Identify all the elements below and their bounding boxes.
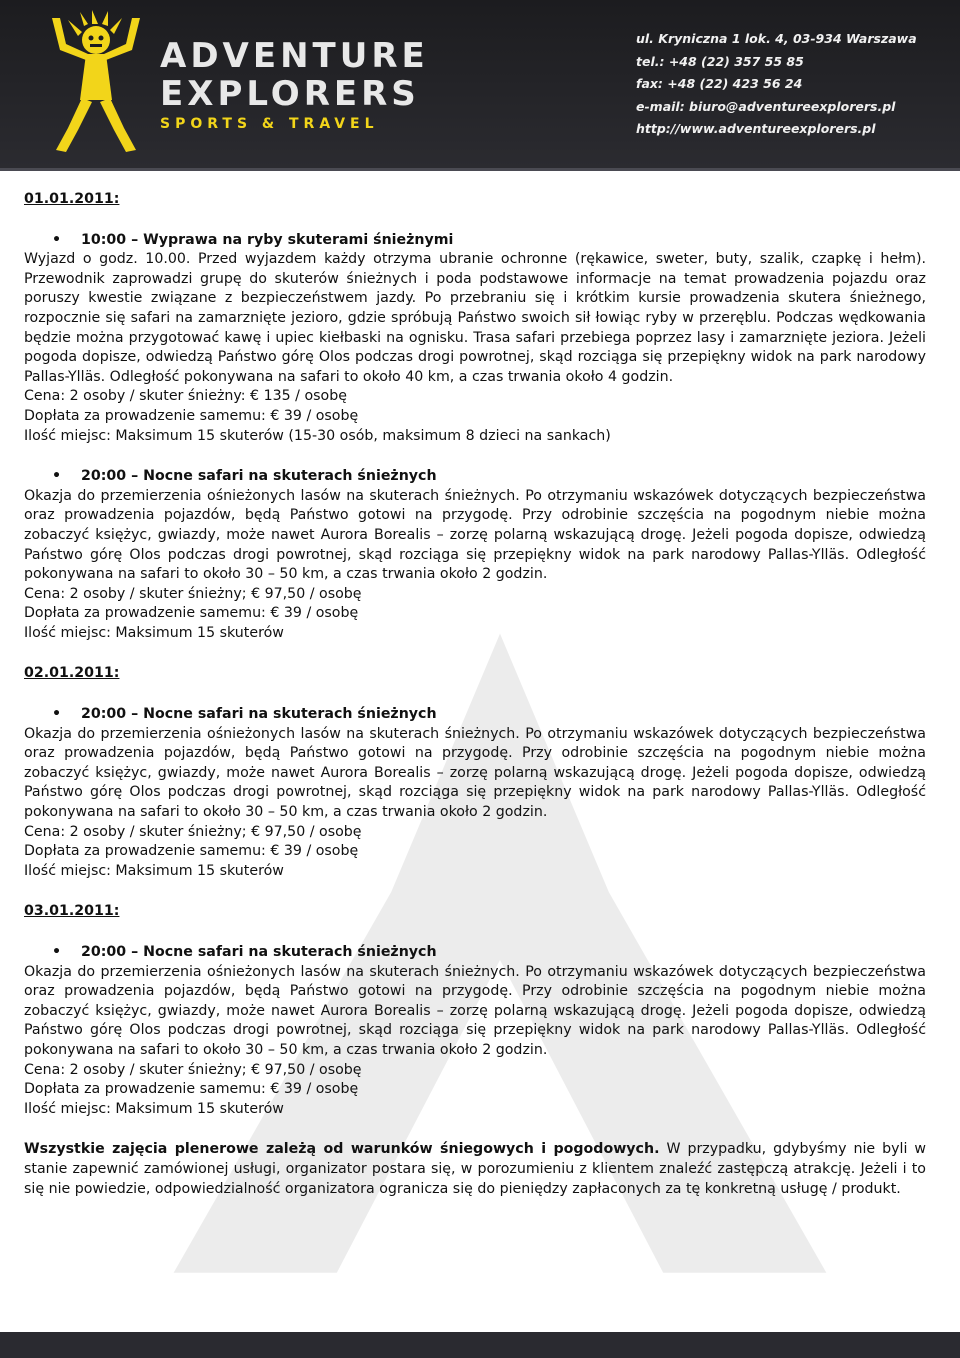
terms-paragraph	[24, 1140, 926, 1199]
event-title: • 10:00 – Wyprawa na ryby skuterami śnieżnymi	[52, 231, 926, 251]
event-price: Cena: 2 osoby / skuter śnieżny: € 135 / osobę	[24, 388, 347, 405]
event-title: • 20:00 – Nocne safari na skuterach śnieżnych	[52, 943, 926, 963]
event-description: Okazja do przemierzenia ośnieżonych lasów na skuterach śnieżnych. Po otrzymaniu wskazówek dotyczących bezpieczeństwa oraz prowadzenia pojazdów, będą Państwo gotowi na przygodę. Przy odrobinie szczęścia na pogodnym niebie można zobaczyć księżyc, gwiazdy, może nawet Aurora Borealis – zorzę polarną wskazującą drogę. Jeżeli pogoda dopisze, odwiedzą Państwo górę Olos podczas drogi powrotnej, skąd rozciąga się przepiękny widok na park narodowy Pallas-Ylläs. Odległość pokonywana na safari to około 30 – 50 km, a czas trwania około 2 godzin.	[24, 725, 926, 821]
letterhead-banner	[0, 0, 960, 171]
terms-text: W przypadku, gdybyśmy nie byli w stanie zapewnić zamówionej usługi, organizator postara się, w porozumieniu z klientem znaleźć zastępczą atrakcję. Jeżeli i to się nie powiedzie, odpowiedzialność organizatora ogranicza się do pieniędzy zapłaconych za tę konkretną usługę / produkt.	[24, 1141, 926, 1197]
event-surcharge: Dopłata za prowadzenie samemu: € 39 / osobę	[24, 1081, 359, 1098]
event-capacity: Ilość miejsc: Maksimum 15 skuterów	[24, 1100, 284, 1117]
event-item	[24, 467, 926, 643]
event-description: Okazja do przemierzenia ośnieżonych lasów na skuterach śnieżnych. Po otrzymaniu wskazówek dotyczących bezpieczeństwa oraz prowadzenia pojazdów, będą Państwo gotowi na przygodę. Przy odrobinie szczęścia na pogodnym niebie można zobaczyć księżyc, gwiazdy, może nawet Aurora Borealis – zorzę polarną wskazującą drogę. Jeżeli pogoda dopisze, odwiedzą Państwo górę Olos podczas drogi powrotnej, skąd rozciąga się przepiękny widok na park narodowy Pallas-Ylläs. Odległość pokonywana na safari to około 30 – 50 km, a czas trwania około 2 godzin.	[24, 963, 926, 1058]
event-surcharge: Dopłata za prowadzenie samemu: € 39 / osobę	[24, 407, 359, 424]
event-title: • 20:00 – Nocne safari na skuterach śnieżnych	[52, 467, 926, 487]
brand-name-line2: EXPLORERS	[160, 74, 420, 114]
event-surcharge: Dopłata za prowadzenie samemu: € 39 / osobę	[24, 843, 359, 860]
address-text: ul. Kryniczna 1 lok. 4, 03-934 Warszawa	[636, 31, 917, 46]
day-section	[24, 190, 926, 643]
event-price: Cena: 2 osoby / skuter śnieżny; € 97,50 / osobę	[24, 823, 362, 840]
event-capacity: Ilość miejsc: Maksimum 15 skuterów	[24, 862, 284, 879]
day-date: 01.01.2011:	[24, 191, 120, 207]
document-body	[24, 190, 926, 1199]
day-section	[24, 664, 926, 881]
terms-bold: Wszystkie zajęcia plenerowe zależą od warunków śniegowych i pogodowych.	[24, 1141, 660, 1158]
day-section	[24, 902, 926, 1119]
day-date: 03.01.2011:	[24, 903, 120, 920]
tribal-figure-logo-icon	[46, 10, 146, 160]
website-link[interactable]: http://www.adventureexplorers.pl	[636, 121, 876, 136]
contact-block	[636, 28, 936, 141]
event-item	[24, 943, 926, 1119]
event-surcharge: Dopłata za prowadzenie samemu: € 39 / osobę	[24, 605, 359, 622]
event-capacity: Ilość miejsc: Maksimum 15 skuterów (15-30 osób, maksimum 8 dzieci na sankach)	[24, 427, 611, 444]
event-description: Okazja do przemierzenia ośnieżonych lasów na skuterach śnieżnych. Po otrzymaniu wskazówek dotyczących bezpieczeństwa oraz prowadzenia pojazdów, będą Państwo gotowi na przygodę. Przy odrobinie szczęścia na pogodnym niebie można zobaczyć księżyc, gwiazdy, może nawet Aurora Borealis – zorzę polarną wskazującą drogę. Jeżeli pogoda dopisze, odwiedzą Państwo górę Olos podczas drogi powrotnej, skąd rozciąga się przepiękny widok na park narodowy Pallas-Ylläs. Odległość pokonywana na safari to około 30 – 50 km, a czas trwania około 2 godzin.	[24, 487, 926, 583]
brand-tagline: SPORTS & TRAVEL	[160, 116, 379, 132]
event-item	[24, 231, 926, 447]
event-price: Cena: 2 osoby / skuter śnieżny; € 97,50 / osobę	[24, 585, 362, 602]
footer-bar	[0, 1332, 960, 1358]
fax-text: fax: +48 (22) 423 56 24	[636, 76, 803, 91]
event-description: Wyjazd o godz. 10.00. Przed wyjazdem każdy otrzyma ubranie ochronne (rękawice, sweter, buty, szalik, czapkę i hełm). Przewodnik zaprowadzi grupę do skuterów śnieżnych i poda podstawowe informacje na temat prowadzenia pojazdu oraz poruszy kwestie związane z bezpieczeństwem jazdy. Po przebraniu się i krótkim kursie prowadzenia skutera śnieżnego, rozpocznie się safari na zamarznięte jezioro, gdzie spróbują Państwo swoich sił łowiąc ryby w przeręblu. Podczas wędkowania będzie można przygotować kawę i upiec kiełbaski na ognisku. Trasa safari przebiega poprzez lasy i zamarznięte jeziora. Jeżeli pogoda dopisze, odwiedzą Państwo górę Olos podczas drogi powrotnej, skąd rozciąga się przepiękny widok na park narodowy Pallas-Ylläs. Odległość pokonywana na safari to około 40 km, a czas trwania około 4 godzin.	[24, 251, 926, 385]
event-price: Cena: 2 osoby / skuter śnieżny; € 97,50 / osobę	[24, 1061, 362, 1078]
event-capacity: Ilość miejsc: Maksimum 15 skuterów	[24, 624, 284, 641]
event-item	[24, 705, 926, 881]
day-date: 02.01.2011:	[24, 665, 120, 682]
email-link[interactable]: e-mail: biuro@adventureexplorers.pl	[636, 98, 896, 114]
brand-name-line1: ADVENTURE	[160, 36, 429, 76]
event-title: • 20:00 – Nocne safari na skuterach śnieżnych	[52, 705, 926, 725]
phone-text: tel.: +48 (22) 357 55 85	[636, 53, 804, 69]
